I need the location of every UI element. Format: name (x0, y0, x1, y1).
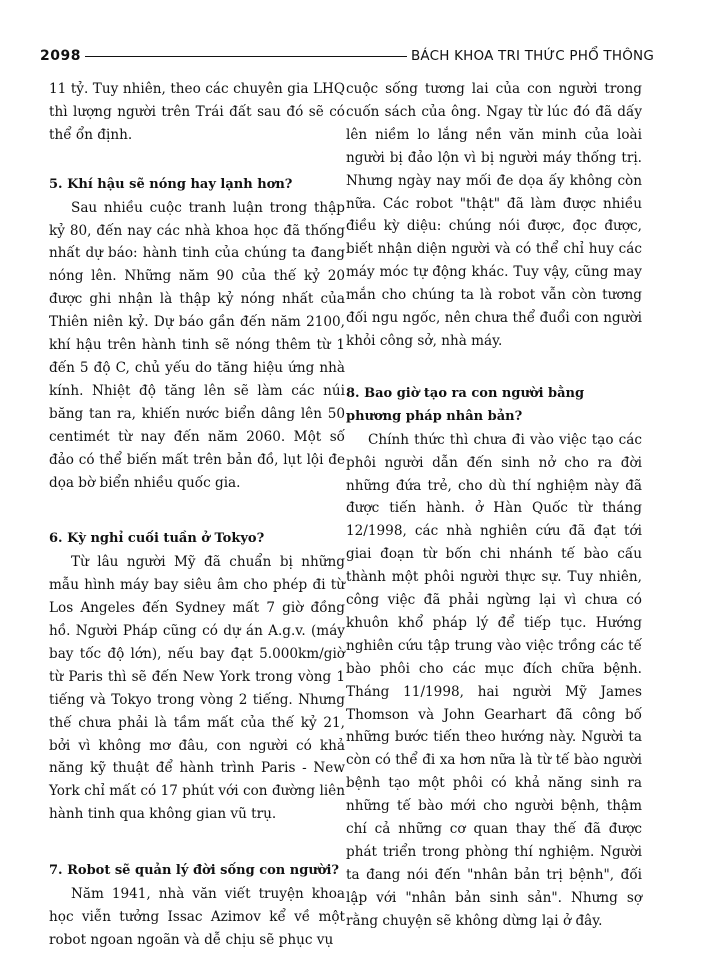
header-rule (85, 56, 407, 57)
spacer (346, 353, 642, 383)
intro-paragraph: 11 tỷ. Tuy nhiên, theo các chuyên gia LHQ thì lượng người trên Trái đất sau đó sẽ có thể ổn định. (49, 81, 345, 143)
section-5-paragraph: Sau nhiều cuộc tranh luận trong thập kỷ 80, đến nay các nhà khoa học đã thống nhất dự báo: hành tinh của chúng ta đang nóng lên. Những năm 90 của thế kỷ 20 được ghi nhận là thập kỷ nóng nhất của Thiên niên kỷ. Dự báo gần đến năm 2100, khí hậu trên hành tinh sẽ nóng thêm từ 1 đến 5 độ C, chủ yếu do tăng hiệu ứng nhà kính. Nhiệt độ tăng lên sẽ làm các núi băng tan ra, khiến nước biển dâng lên 50 centimét từ nay đến năm 2060. Một số đảo có thể biến mất trên bản đồ, lụt lội đe dọa bờ biển nhiều quốc gia. (49, 199, 345, 491)
page-header (40, 46, 654, 66)
section-7-continued-paragraph: cuộc sống tương lai của con người trong cuốn sách của ông. Ngay từ lúc đó đã dấy lên niềm lo lắng nền văn minh của loài người bị đảo lộn vì bị người máy thống trị. Nhưng ngày nay mối đe dọa ấy không còn nữa. Các robot "thật" đã làm được nhiều điều kỳ diệu: chúng nói được, đọc được, biết nhận diện người và có thể chỉ huy các máy móc tự động khác. Tuy vậy, cũng may mắn cho chúng ta là robot vẫn còn tương đối ngu ngốc, nên chưa thể đuổi con người khỏi công sở, nhà máy. (346, 81, 642, 349)
spacer (49, 826, 345, 860)
section-8-paragraph: Chính thức thì chưa đi vào việc tạo các phôi người dẫn đến sinh nở cho ra đời những đứa trẻ, cho dù thí nghiệm này đã được tiến hành. ở Hàn Quốc từ tháng 12/1998, các nhà nghiên cứu đã đạt tới giai đoạn từ bốn chi nhánh tế bào cấu thành một phôi người thực sự. Tuy nhiên, công việc đã phải ngừng lại vì chưa có khuôn khổ pháp lý để tiếp tục. Hướng nghiên cứu tập trung vào việc trồng các tế bào phôi cho các mục đích chữa bệnh. Tháng 11/1998, hai người Mỹ James Thomson và John Gearhart đã công bố những bước tiến theo hướng này. Người ta còn có thể đi xa hơn nữa là từ tế bào người bệnh tạo một phôi có khả năng sinh ra những tế bào mới cho người bệnh, thậm chí cả những cơ quan thay thế đã được phát triển trong phòng thí nghiệm. Người ta đang nói đến "nhân bản trị bệnh", đối lập với "nhân bản sinh sản". Nhưng sợ rằng chuyện sẽ không dừng lại ở đây. (346, 431, 642, 929)
section-6-heading: 6. Kỳ nghỉ cuối tuần ở Tokyo? (49, 531, 265, 547)
spacer (49, 494, 345, 528)
page-number: 2098 (40, 48, 81, 64)
left-column (49, 78, 345, 952)
section-7-paragraph: Năm 1941, nhà văn viết truyện khoa học viễn tưởng Issac Azimov kể về một robot ngoan ngoãn và dễ chịu sẽ phục vụ (49, 886, 345, 948)
running-title: BÁCH KHOA TRI THỨC PHỔ THÔNG (410, 48, 654, 64)
section-7-heading: 7. Robot sẽ quản lý đời sống con người? (49, 863, 340, 879)
right-column (346, 78, 642, 933)
section-8-heading: 8. Bao giờ tạo ra con người bằng phương pháp nhân bản? (346, 385, 585, 424)
section-6-paragraph: Từ lâu người Mỹ đã chuẩn bị những mẫu hình máy bay siêu âm cho phép đi từ Los Angeles đến Sydney mất 7 giờ đồng hồ. Người Pháp cũng có dự án A.g.v. (máy bay tốc độ lớn), nếu bay đạt 5.000km/giờ từ Paris thì sẽ đến New York trong vòng 1 tiếng và Tokyo trong vòng 2 tiếng. Nhưng thế chưa phải là tầm mất của thế kỷ 21, bởi vì không mơ đâu, con người có khả năng kỹ thuật để hành trình Paris - New York chỉ mất có 17 phút với con đường liên hành tinh qua không gian vũ trụ. (49, 554, 345, 823)
spacer (49, 147, 345, 174)
section-5-heading: 5. Khí hậu sẽ nóng hay lạnh hơn? (49, 176, 293, 192)
